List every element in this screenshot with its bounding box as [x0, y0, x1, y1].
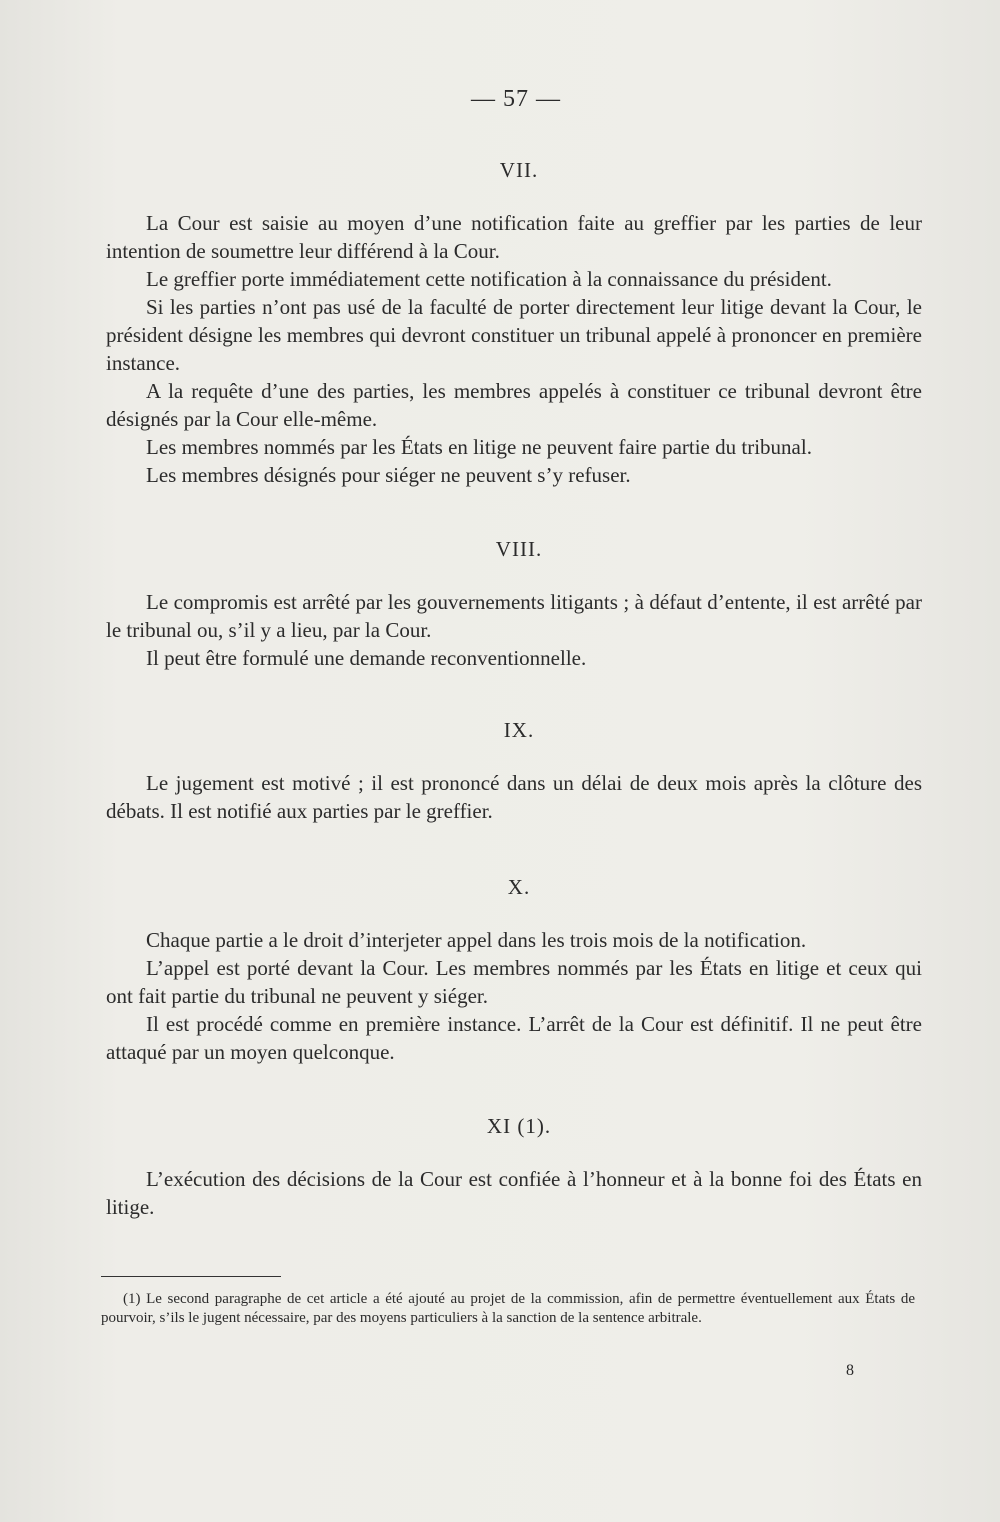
signature-mark: 8: [846, 1362, 854, 1379]
article-xi: [106, 1114, 922, 1221]
article-vii: [106, 158, 922, 489]
paragraph: Le compromis est arrêté par les gouvernements litigants ; à défaut d’entente, il est arrêté par le tribunal ou, s’il y a lieu, par la Cour.: [106, 590, 922, 642]
article-viii: [106, 537, 922, 672]
paragraph: Si les parties n’ont pas usé de la faculté de porter directement leur litige devant la Cour, le président désigne les membres qui devront constituer un tribunal appelé à prononcer en première instance.: [106, 295, 922, 375]
paragraph: Les membres nommés par les États en litige ne peuvent faire partie du tribunal.: [146, 435, 812, 459]
paragraph: Chaque partie a le droit d’interjeter appel dans les trois mois de la notification.: [146, 928, 807, 952]
document-body: [106, 156, 922, 1221]
paragraph: L’appel est porté devant la Cour. Les membres nommés par les États en litige et ceux qui ont fait partie du tribunal ne peuvent y siéger.: [106, 956, 922, 1008]
paragraph: Il est procédé comme en première instance. L’arrêt de la Cour est définitif. Il ne peut être attaqué par un moyen quelconque.: [106, 1012, 922, 1064]
article-heading: XI (1).: [486, 1114, 552, 1138]
footnote-divider: [101, 1276, 281, 1277]
page-number: — 57 —: [471, 86, 561, 112]
article-heading: VIII.: [495, 537, 543, 561]
article-ix: [106, 718, 922, 825]
paragraph: A la requête d’une des parties, les membres appelés à constituer ce tribunal devront être désignés par la Cour elle-même.: [106, 379, 922, 431]
article-heading: X.: [507, 875, 531, 899]
article-x: [106, 875, 922, 1066]
footnote: (1) Le second paragraphe de cet article a été ajouté au projet de la commission, afin de permettre éventuellement aux États de pourvoir, s’ils le jugent nécessaire, par des moyens particuliers à la sanction de la sentence arbitrale.: [101, 1291, 915, 1326]
paragraph: Il peut être formulé une demande reconventionnelle.: [146, 646, 587, 670]
article-heading: VII.: [499, 158, 539, 182]
paragraph: Le jugement est motivé ; il est prononcé dans un délai de deux mois après la clôture des débats. Il est notifié aux parties par le greffier.: [106, 771, 922, 823]
paragraph: Le greffier porte immédiatement cette notification à la connaissance du président.: [146, 267, 832, 291]
paragraph: Les membres désignés pour siéger ne peuvent s’y refuser.: [146, 463, 631, 487]
paragraph: L’exécution des décisions de la Cour est confiée à l’honneur et à la bonne foi des États en litige.: [106, 1167, 922, 1219]
paragraph: La Cour est saisie au moyen d’une notification faite au greffier par les parties de leur intention de soumettre leur différend à la Cour.: [106, 211, 922, 263]
article-heading: IX.: [503, 718, 535, 742]
